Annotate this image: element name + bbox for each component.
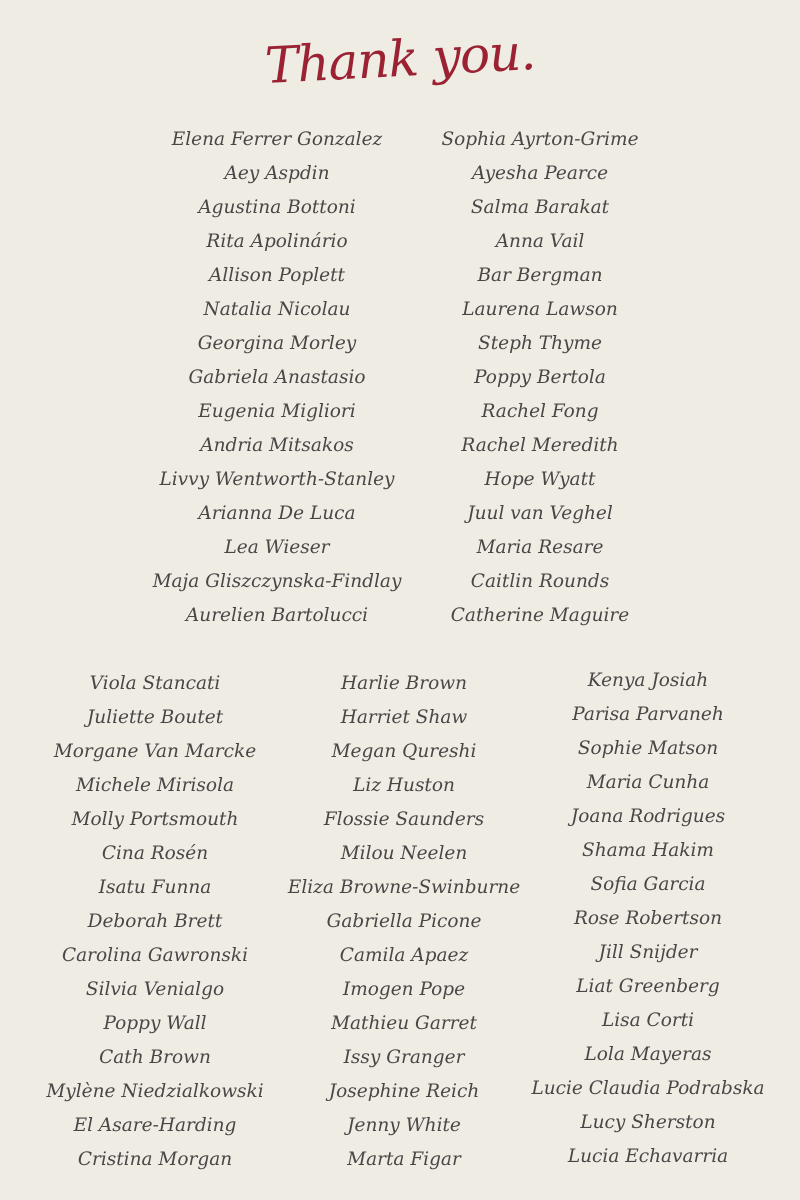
- name-entry: Poppy Bertola: [474, 367, 606, 388]
- name-entry: Parisa Parvaneh: [572, 704, 724, 725]
- name-entry: Lucia Echavarria: [567, 1146, 729, 1167]
- name-entry: Laurena Lawson: [462, 299, 618, 320]
- name-entry: Liz Huston: [353, 775, 455, 796]
- name-entry: Morgane Van Marcke: [53, 741, 257, 762]
- name-entry: Michele Mirisola: [75, 775, 235, 796]
- name-entry: Marta Figar: [347, 1149, 461, 1170]
- page-title: Thank you.: [263, 22, 537, 96]
- name-entry: Camila Apaez: [339, 945, 469, 966]
- name-entry: Carolina Gawronski: [62, 945, 248, 966]
- name-entry: Rachel Meredith: [461, 435, 619, 456]
- name-entry: Imogen Pope: [342, 979, 466, 1000]
- name-entry: Natalia Nicolau: [203, 299, 351, 320]
- name-entry: Poppy Wall: [103, 1013, 207, 1034]
- name-entry: Gabriella Picone: [326, 911, 482, 932]
- name-entry: Ayesha Pearce: [471, 163, 609, 184]
- name-entry: Lucie Claudia Podrabska: [531, 1078, 765, 1099]
- name-entry: Eliza Browne-Swinburne: [287, 877, 521, 898]
- name-entry: Jenny White: [347, 1115, 461, 1136]
- name-entry: Flossie Saunders: [323, 809, 485, 830]
- name-entry: Aey Aspdin: [224, 163, 330, 184]
- name-entry: Sofia Garcia: [590, 874, 706, 895]
- name-entry: Sophia Ayrton-Grime: [441, 129, 639, 150]
- name-entry: Lucy Sherston: [580, 1112, 716, 1133]
- name-entry: Lola Mayeras: [584, 1044, 712, 1065]
- name-entry: Maja Gliszczynska-Findlay: [152, 571, 402, 592]
- name-entry: Arianna De Luca: [198, 503, 356, 524]
- name-entry: Allison Poplett: [209, 265, 345, 286]
- name-entry: Molly Portsmouth: [71, 809, 239, 830]
- name-entry: Elena Ferrer Gonzalez: [171, 129, 383, 150]
- name-entry: Joana Rodrigues: [570, 806, 726, 827]
- name-entry: Maria Resare: [476, 537, 604, 558]
- name-entry: Liat Greenberg: [576, 976, 720, 997]
- name-entry: Gabriela Anastasio: [188, 367, 366, 388]
- names-column-bottom-1: [15, 667, 295, 1177]
- name-entry: Catherine Maguire: [450, 605, 630, 626]
- name-entry: Salma Barakat: [470, 197, 610, 218]
- name-entry: Mathieu Garret: [331, 1013, 477, 1034]
- name-entry: Livvy Wentworth-Stanley: [159, 469, 395, 490]
- name-entry: El Asare-Harding: [73, 1115, 237, 1136]
- name-entry: Lisa Corti: [601, 1010, 695, 1031]
- name-entry: Cina Rosén: [101, 843, 209, 864]
- name-entry: Steph Thyme: [478, 333, 602, 354]
- name-entry: Viola Stancati: [89, 673, 221, 694]
- name-entry: Caitlin Rounds: [470, 571, 610, 592]
- name-entry: Isatu Funna: [98, 877, 212, 898]
- name-entry: Aurelien Bartolucci: [185, 605, 369, 626]
- name-entry: Josephine Reich: [328, 1081, 480, 1102]
- name-entry: Deborah Brett: [87, 911, 223, 932]
- name-entry: Milou Neelen: [340, 843, 468, 864]
- name-entry: Bar Bergman: [477, 265, 603, 286]
- name-entry: Shama Hakim: [582, 840, 714, 861]
- name-entry: Rose Robertson: [573, 908, 723, 929]
- name-entry: Agustina Bottoni: [198, 197, 356, 218]
- name-entry: Harriet Shaw: [340, 707, 468, 728]
- name-entry: Rita Apolinário: [206, 231, 348, 252]
- name-entry: Anna Vail: [495, 231, 585, 252]
- name-entry: Harlie Brown: [341, 673, 467, 694]
- names-column-bottom-3: [508, 664, 788, 1174]
- name-entry: Juul van Veghel: [467, 503, 613, 524]
- name-entry: Juliette Boutet: [86, 707, 224, 728]
- name-entry: Andria Mitsakos: [200, 435, 354, 456]
- name-entry: Cristina Morgan: [77, 1149, 233, 1170]
- names-column-top-right: [400, 123, 680, 633]
- name-entry: Cath Brown: [99, 1047, 211, 1068]
- name-entry: Silvia Venialgo: [85, 979, 225, 1000]
- name-entry: Hope Wyatt: [484, 469, 596, 490]
- name-entry: Sophie Matson: [577, 738, 719, 759]
- names-column-bottom-2: [264, 667, 544, 1177]
- name-entry: Megan Qureshi: [331, 741, 477, 762]
- name-entry: Georgina Morley: [197, 333, 357, 354]
- name-entry: Eugenia Migliori: [198, 401, 356, 422]
- name-entry: Rachel Fong: [481, 401, 599, 422]
- name-entry: Maria Cunha: [586, 772, 710, 793]
- name-entry: Kenya Josiah: [587, 670, 709, 691]
- name-entry: Mylène Niedzialkowski: [46, 1081, 264, 1102]
- names-column-top-left: [137, 123, 417, 633]
- name-entry: Issy Granger: [343, 1047, 465, 1068]
- name-entry: Jill Snijder: [598, 942, 698, 963]
- name-entry: Lea Wieser: [224, 537, 330, 558]
